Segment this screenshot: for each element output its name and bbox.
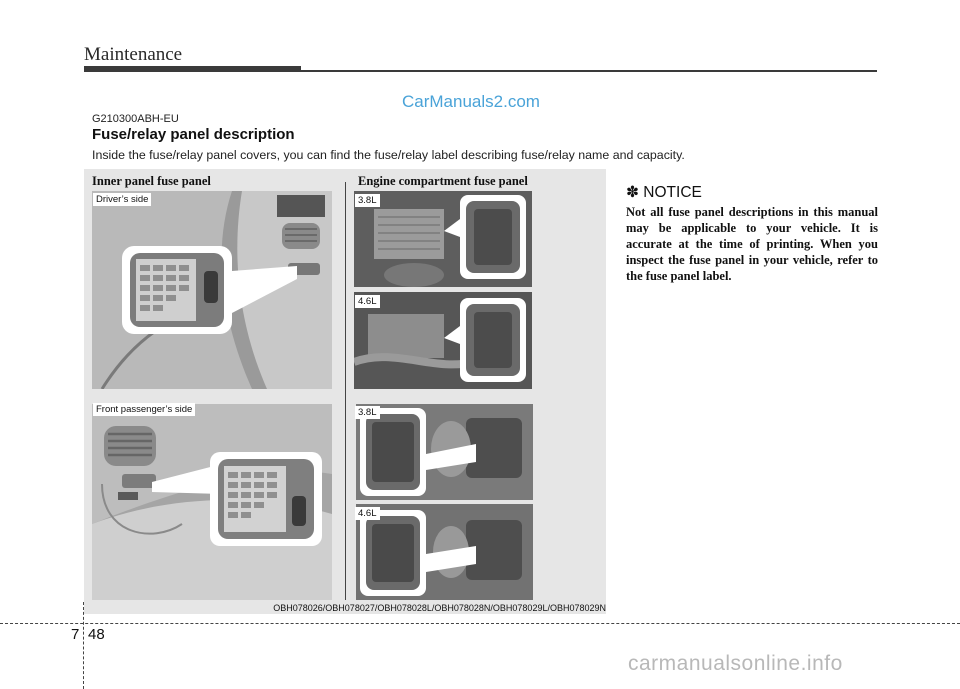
engine-illustration-2: [354, 292, 532, 389]
engine-illustration-1: [354, 191, 532, 287]
passengers-side-photo: [92, 404, 332, 600]
drivers-side-tag: Driver’s side: [93, 193, 151, 206]
intro-paragraph: Inside the fuse/relay panel covers, you can find the fuse/relay label describing fuse/relay name and capacity.: [92, 148, 685, 162]
engine-photo-1: [354, 191, 532, 287]
document-code: G210300ABH-EU: [92, 113, 179, 125]
engine-photo-4: [356, 504, 533, 600]
drivers-side-photo: [92, 191, 332, 389]
section-heading: Fuse/relay panel description: [92, 126, 295, 143]
watermark-top: CarManuals2.com: [402, 92, 540, 111]
engine-illustration-4: [356, 504, 533, 600]
footer-rule: [0, 623, 960, 624]
footer-divider: [83, 602, 85, 689]
engine-tag-4: 4.6L: [355, 507, 380, 520]
engine-illustration-3: [356, 404, 533, 500]
engine-photo-2: [354, 292, 532, 389]
engine-tag-1: 3.8L: [355, 194, 380, 207]
page-number: 48: [88, 626, 105, 643]
page-section-title: Maintenance: [84, 44, 183, 65]
passengers-side-tag: Front passenger’s side: [93, 403, 195, 416]
engine-tag-3: 3.8L: [355, 406, 380, 419]
notice-body: Not all fuse panel descriptions in this manual may be applicable to your vehicle. It is accurate at the time of printing. When you inspect the fuse panel in your vehicle, refer to the fuse panel label.: [626, 205, 878, 283]
drivers-side-illustration: [92, 191, 332, 389]
watermark-bottom: carmanualsonline.info: [628, 652, 843, 675]
passengers-side-illustration: [92, 404, 332, 600]
chapter-number: 7: [71, 626, 80, 643]
notice-title: ✽ NOTICE: [626, 184, 702, 201]
engine-panel-label: Engine compartment fuse panel: [358, 174, 528, 188]
engine-tag-2: 4.6L: [355, 295, 380, 308]
header-rule-thin: [301, 70, 877, 72]
figure-caption: OBH078026/OBH078027/OBH078028L/OBH078028N/OBH078029L/OBH078029N: [273, 603, 606, 613]
engine-photo-3: [356, 404, 533, 500]
header-rule-thick: [84, 66, 301, 72]
figure-divider: [345, 182, 346, 600]
inner-panel-label: Inner panel fuse panel: [92, 174, 211, 188]
